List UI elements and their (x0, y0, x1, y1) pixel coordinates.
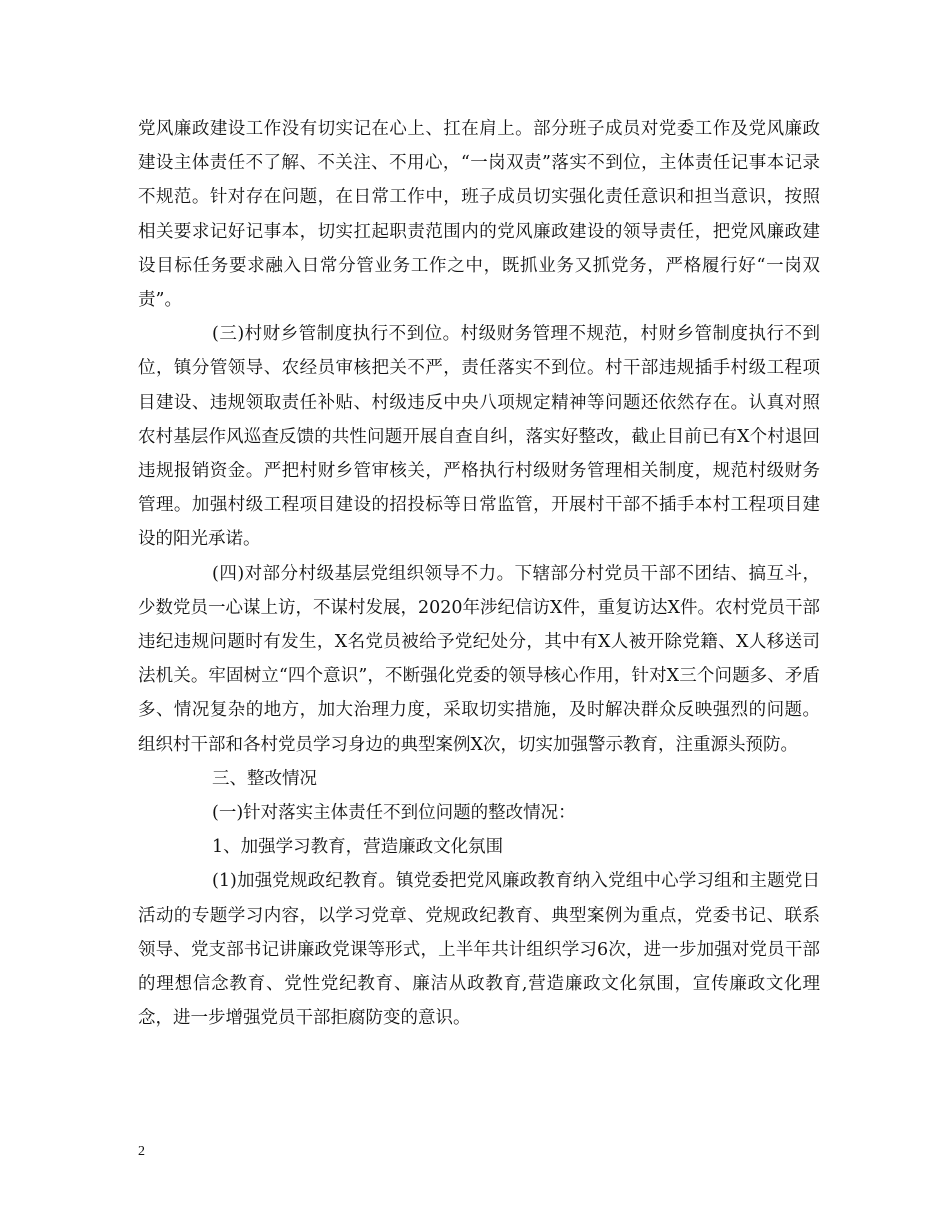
subsection-heading: (一)针对落实主体责任不到位问题的整改情况： (212, 803, 576, 824)
page-number: 2 (138, 1144, 145, 1159)
paragraph-2: (三)村财乡管制度执行不到位。村级财务管理不规范，村财乡管制度执行不到位，镇分管领导、农经员审核把关不严，责任落实不到位。村干部违规插手村级工程项目建设、违规领取责任补贴、村级违反中央八项规定精神等问题还依然存在。认真对照农村基层作风巡查反馈的共性问题开展自查自纠，落实好整改，截止目前已有X个村退回违规报销资金。严把村财乡管审核关，严格执行村级财务管理相关制度，规范村级财务管理。加强村级工程项目建设的招投标等日常监管，开展村干部不插手本村工程项目建设的阳光承诺。 (138, 324, 820, 550)
item-heading: 1、加强学习教育，营造廉政文化氛围 (212, 837, 504, 858)
paragraph-4: (1)加强党规政纪教育。镇党委把党风廉政教育纳入党组中心学习组和主题党日活动的专题学习内容，以学习党章、党规政纪教育、典型案例为重点，党委书记、联系领导、党支部书记讲廉政党课等形式，上半年共计组织学习6次，进一步加强对党员干部的理想信念教育、党性党纪教育、廉洁从政教育,营造廉政文化氛围，宣传廉政文化理念，进一步增强党员干部拒腐防变的意识。 (138, 871, 820, 1029)
paragraph-1: 党风廉政建设工作没有切实记在心上、扛在肩上。部分班子成员对党委工作及党风廉政建设主体责任不了解、不关注、不用心，“一岗双责”落实不到位，主体责任记事本记录不规范。针对存在问题，在日常工作中，班子成员切实强化责任意识和担当意识，按照相关要求记好记事本，切实扛起职责范围内的党风廉政建设的领导责任，把党风廉政建设目标任务要求融入日常分管业务工作之中，既抓业务又抓党务，严格履行好“一岗双责”。 (138, 119, 820, 311)
document-body (138, 112, 820, 1035)
paragraph-3: (四)对部分村级基层党组织领导不力。下辖部分村党员干部不团结、搞互斗，少数党员一心谋上访，不谋村发展，2020年涉纪信访X件，重复访达X件。农村党员干部违纪违规问题时有发生，X名党员被给予党纪处分，其中有X人被开除党籍、X人移送司法机关。牢固树立“四个意识”，不断强化党委的领导核心作用，针对X三个问题多、矛盾多、情况复杂的地方，加大治理力度，采取切实措施，及时解决群众反映强烈的问题。组织村干部和各村党员学习身边的典型案例X次，切实加强警示教育，注重源头预防。 (138, 563, 820, 755)
section-heading: 三、整改情况 (212, 768, 317, 789)
